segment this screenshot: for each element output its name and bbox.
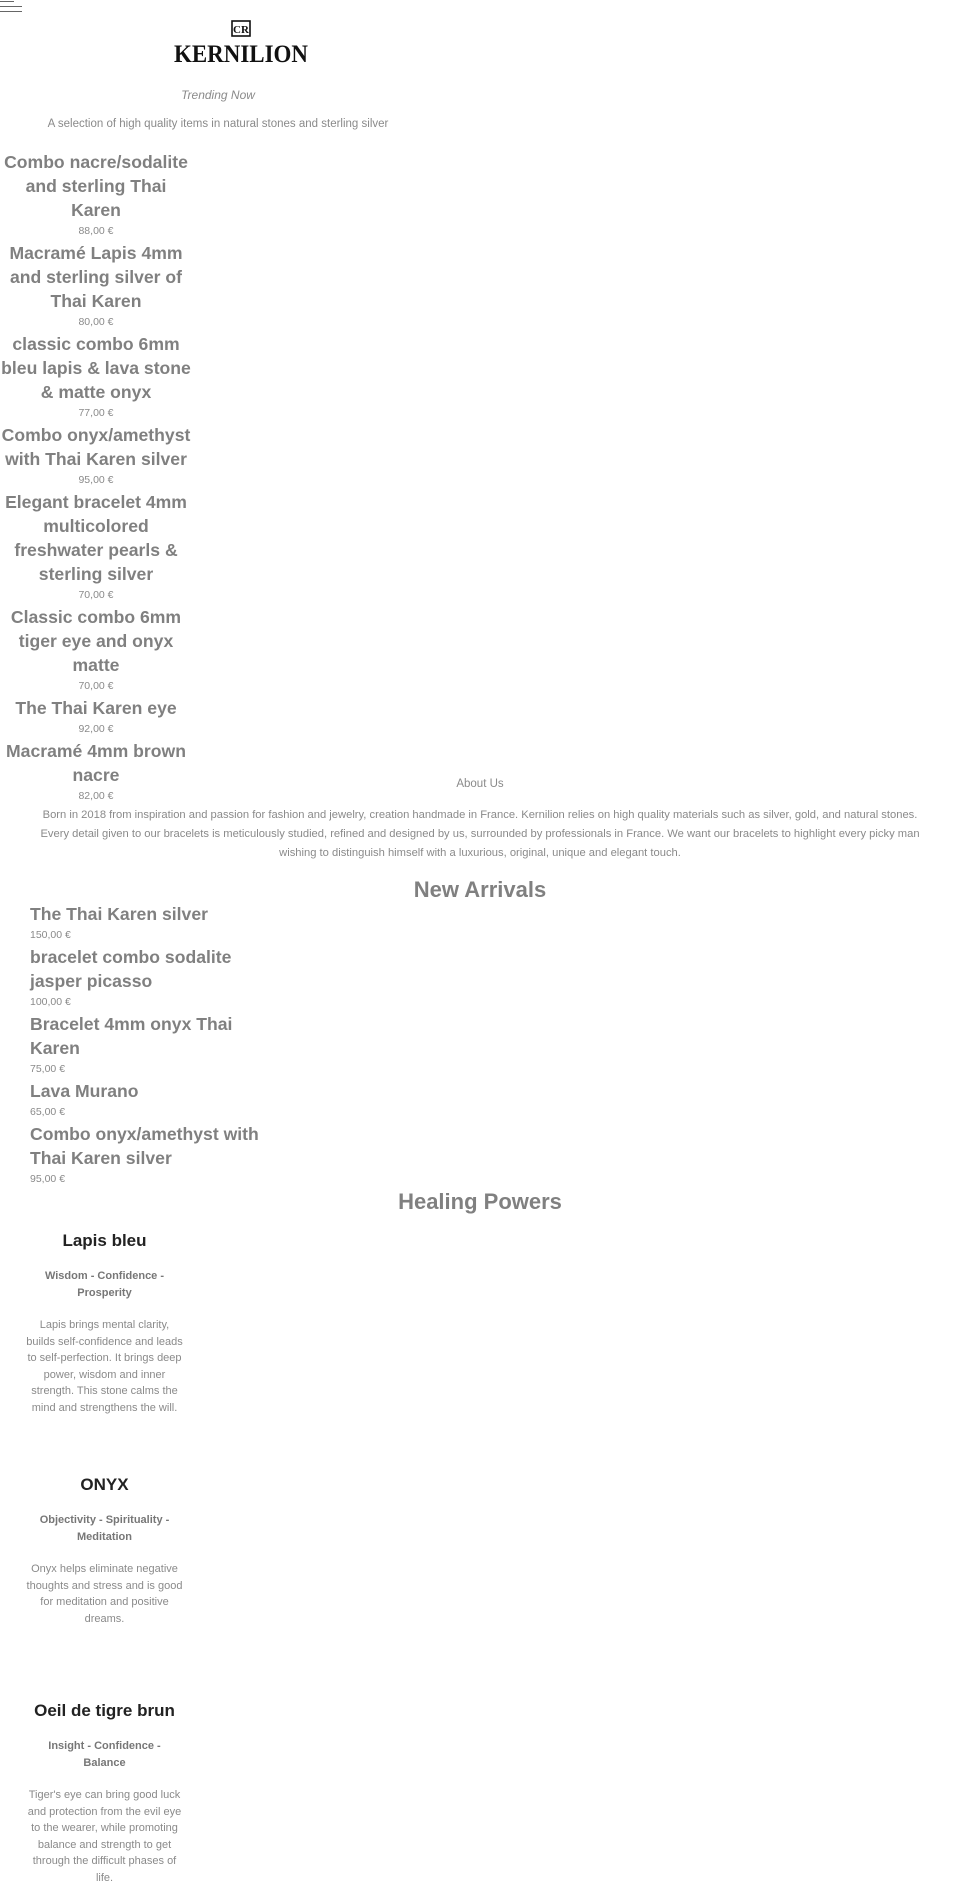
product-name[interactable]: classic combo 6mm bleu lapis & lava stone & matte onyx — [1, 334, 191, 402]
product-card — [0, 605, 192, 696]
stone-card — [26, 1230, 183, 1416]
stone-virtues: Wisdom - Confidence - Prosperity — [44, 1270, 165, 1299]
stone-name: Lapis bleu — [62, 1231, 147, 1250]
stone-description: Lapis brings mental clarity, builds self-confidence and leads to self-perfection. It brings deep power, wisdom and inner strength. This stone calms the mind and strengthens the will. — [26, 1319, 183, 1414]
product-card — [30, 902, 262, 945]
product-price: 92,00 € — [78, 723, 114, 735]
product-card — [0, 739, 192, 806]
trending-title: Trending Now — [181, 88, 255, 102]
product-name[interactable]: The Thai Karen silver — [30, 904, 208, 924]
product-name[interactable]: Classic combo 6mm tiger eye and onyx matte — [10, 607, 182, 675]
product-card — [0, 490, 192, 605]
stone-virtues: Objectivity - Spirituality - Meditation — [39, 1514, 170, 1543]
product-price: 100,00 € — [30, 996, 71, 1008]
product-price: 70,00 € — [78, 680, 114, 692]
product-price: 75,00 € — [30, 1063, 66, 1075]
product-price: 80,00 € — [78, 316, 114, 328]
product-name[interactable]: bracelet combo sodalite jasper picasso — [30, 947, 232, 991]
product-price: 77,00 € — [78, 407, 114, 419]
stone-name: Oeil de tigre brun — [34, 1701, 175, 1720]
product-card — [30, 1012, 262, 1079]
product-card — [30, 1079, 262, 1122]
trending-subtitle: A selection of high quality items in natural stones and sterling silver — [47, 118, 389, 130]
product-price: 95,00 € — [30, 1173, 66, 1185]
product-card — [30, 1122, 262, 1189]
product-card — [0, 332, 192, 423]
product-price: 65,00 € — [30, 1106, 66, 1118]
product-name[interactable]: Combo onyx/amethyst with Thai Karen silver — [1, 425, 191, 469]
stone-description: Tiger's eye can bring good luck and protection from the evil eye to the wearer, while promoting balance and strength to get through the difficult phases of life. — [27, 1789, 182, 1884]
product-name[interactable]: Lava Murano — [30, 1081, 139, 1101]
logo-badge: CR — [233, 24, 249, 36]
brand-logo[interactable] — [174, 20, 308, 66]
menu-line — [0, 11, 22, 12]
product-name[interactable]: The Thai Karen eye — [15, 698, 177, 718]
menu-line — [0, 1, 14, 2]
product-price: 82,00 € — [78, 790, 114, 802]
product-price: 70,00 € — [78, 589, 114, 601]
product-name[interactable]: Bracelet 4mm onyx Thai Karen — [30, 1014, 233, 1058]
stone-name: ONYX — [80, 1475, 129, 1494]
product-price: 88,00 € — [78, 225, 114, 237]
about-title: About Us — [456, 778, 504, 790]
product-card — [0, 241, 192, 332]
hamburger-icon[interactable] — [0, 0, 24, 16]
about-text: Born in 2018 from inspiration and passion for fashion and jewelry, creation handmade in France. Kernilion relies on high quality materials such as silver, gold, and natural stones. Every detail given to our bracelets is meticulously studied, refined and designed by us, surrounded by professionals in France. We want our bracelets to highlight every picky man wishing to distinguish himself with a luxurious, original, unique and elegant touch. — [40, 809, 920, 859]
product-card — [0, 696, 192, 739]
stone-virtues: Insight - Confidence - Balance — [48, 1740, 161, 1769]
stone-card — [26, 1474, 183, 1627]
product-price: 95,00 € — [78, 474, 114, 486]
product-price: 150,00 € — [30, 929, 71, 941]
product-name[interactable]: Macramé 4mm brown nacre — [6, 741, 186, 785]
stone-description: Onyx helps eliminate negative thoughts and stress and is good for meditation and positive dreams. — [26, 1563, 183, 1625]
stone-card — [26, 1700, 183, 1886]
product-name[interactable]: Elegant bracelet 4mm multicolored freshwater pearls & sterling silver — [5, 492, 187, 584]
logo-graphic — [174, 20, 308, 66]
healing-powers-title: Healing Powers — [398, 1189, 562, 1214]
product-card — [30, 945, 262, 1012]
product-card — [0, 150, 192, 241]
new-arrivals-title: New Arrivals — [413, 877, 547, 902]
product-name[interactable]: Macramé Lapis 4mm and sterling silver of Thai Karen — [9, 243, 183, 311]
logo-text: KERNILION — [174, 41, 308, 66]
product-name[interactable]: Combo nacre/sodalite and sterling Thai Karen — [4, 152, 188, 220]
menu-line — [0, 6, 22, 7]
product-name[interactable]: Combo onyx/amethyst with Thai Karen silver — [30, 1124, 259, 1168]
new-arrivals-list — [30, 902, 262, 1189]
trending-list — [0, 150, 192, 806]
product-card — [0, 423, 192, 490]
